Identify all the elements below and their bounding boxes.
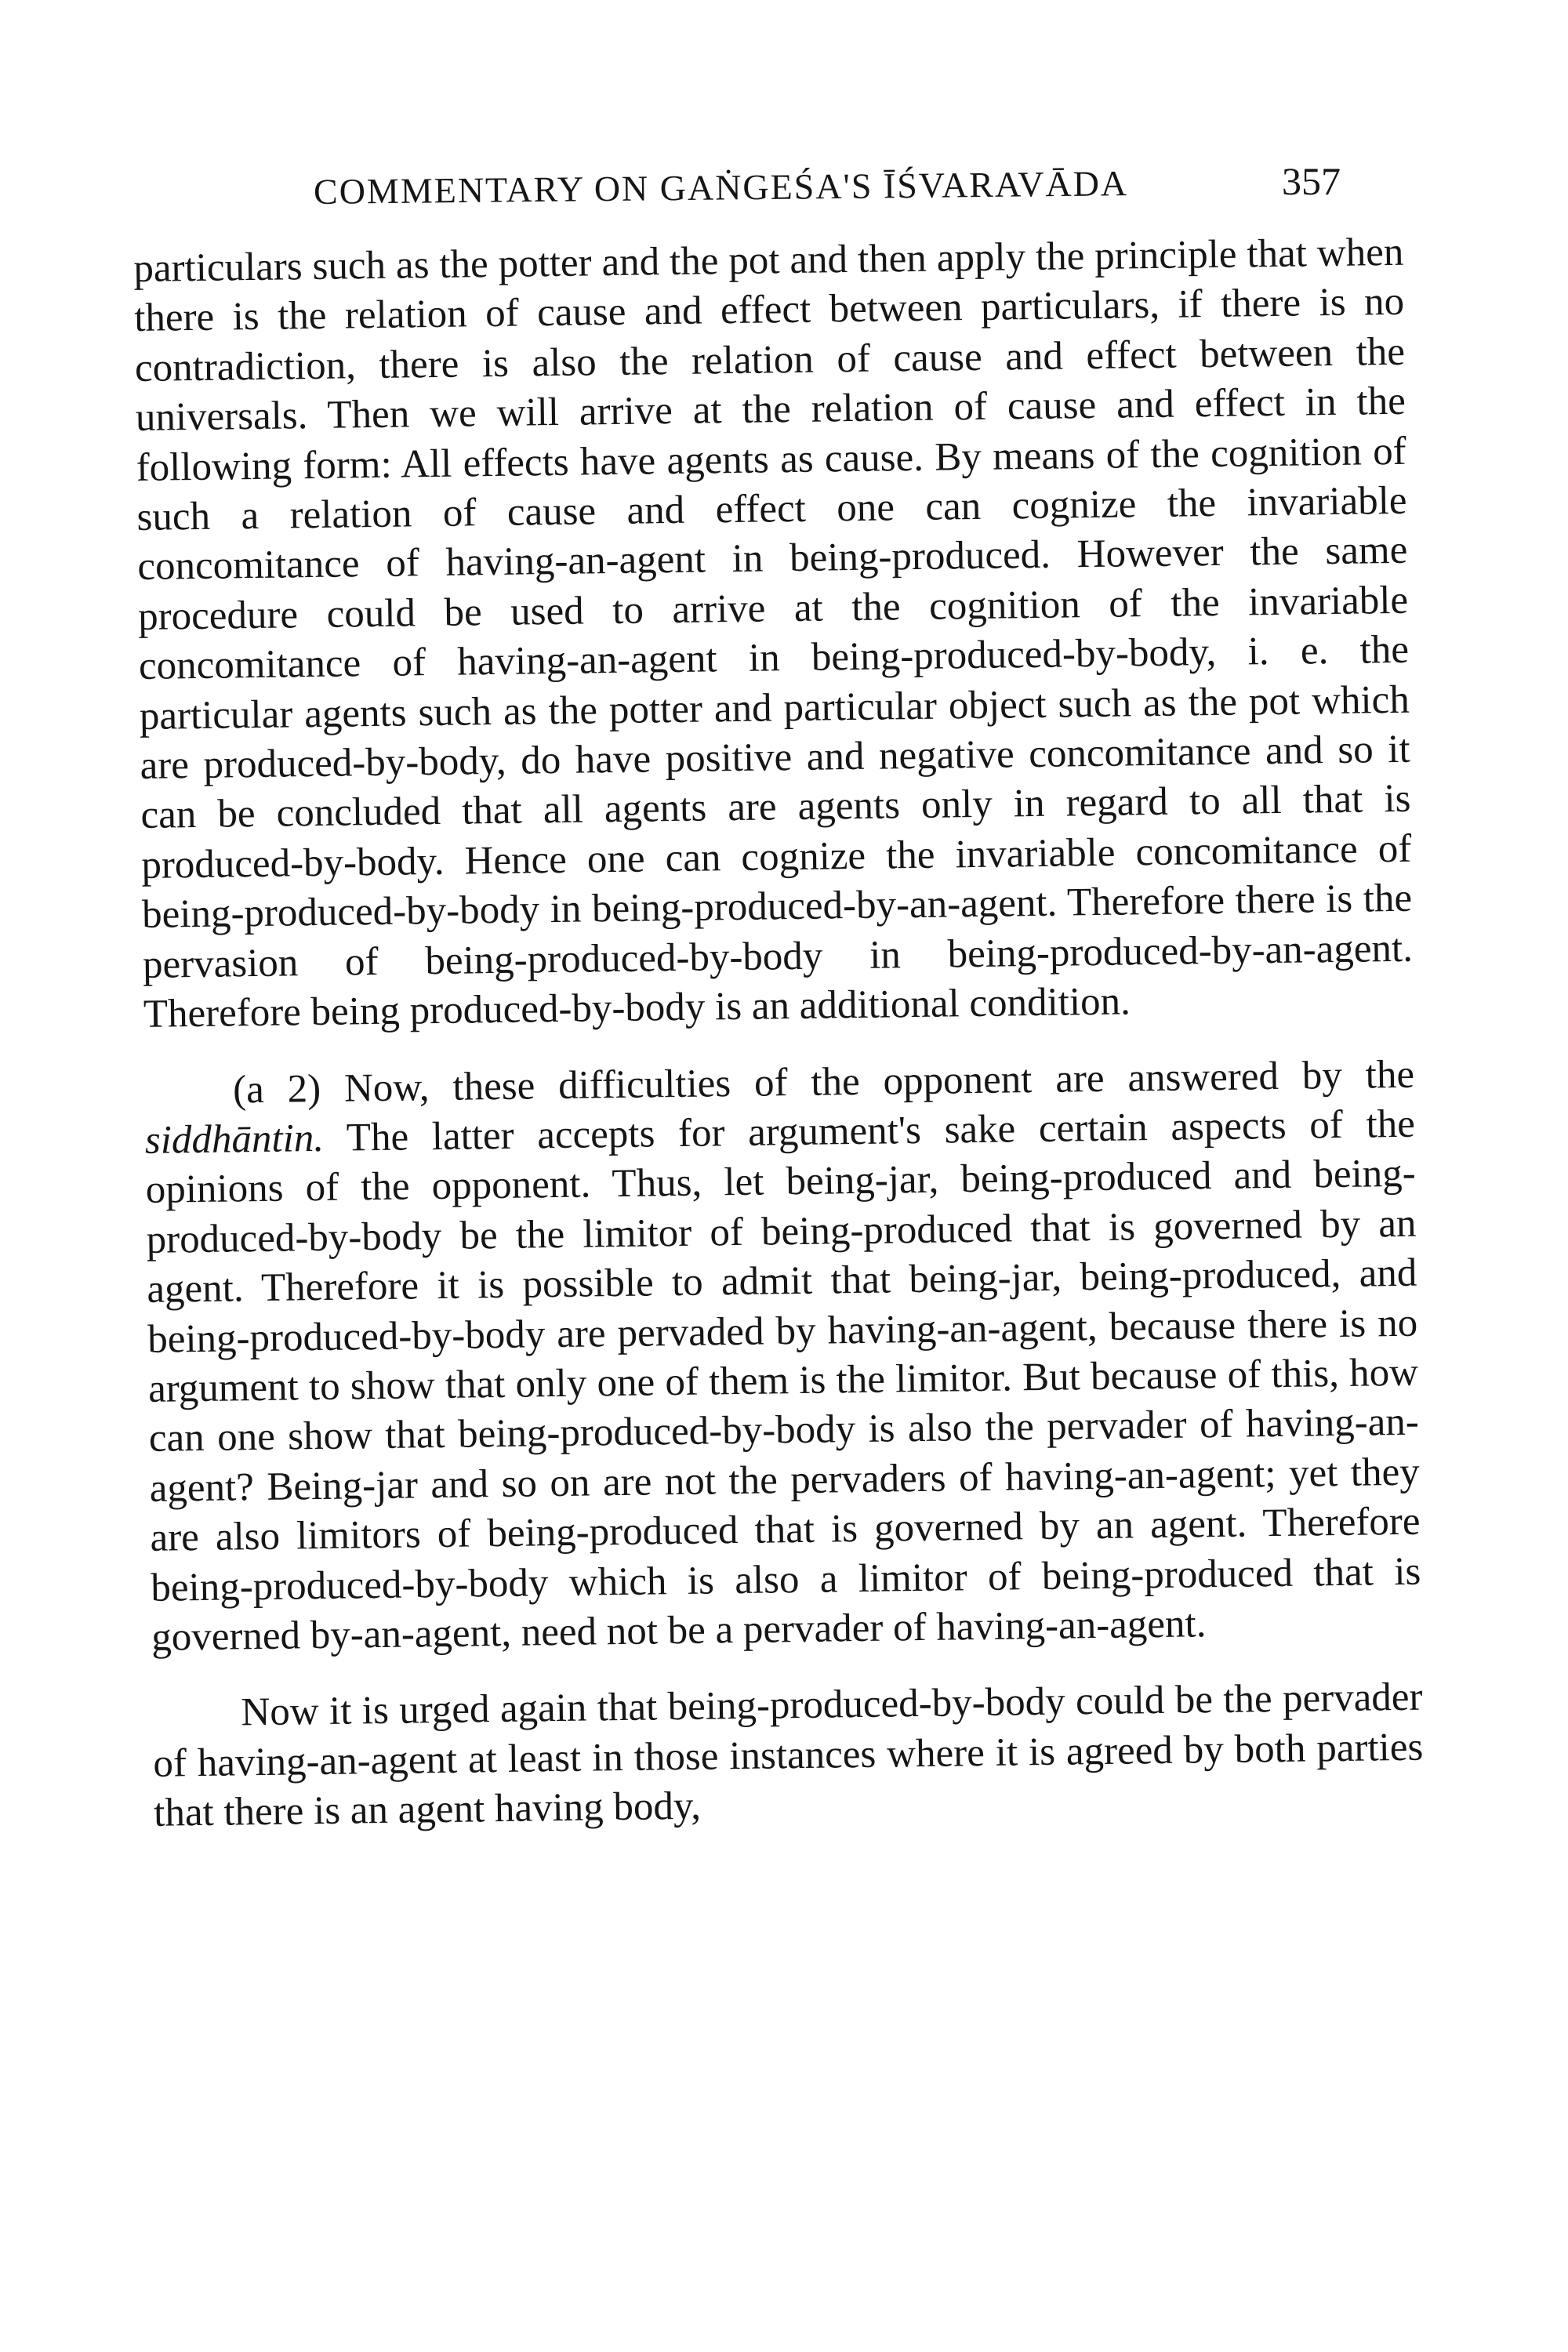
siddhantin-term: siddhāntin. bbox=[144, 1116, 325, 1163]
paragraph-2 bbox=[144, 1050, 1422, 1663]
running-title: COMMENTARY ON GAṄGEŚA'S ĪŚVARAVĀDA bbox=[313, 163, 1129, 212]
paragraph-3: Now it is urged again that being-produced-by-body could be the pervader of having-an-agent at least in those instances where it is agreed by both parties that there is an agent having body, bbox=[152, 1675, 1424, 1836]
paragraph-2-rest: The latter accepts for argument's sake certain aspects of the opinions of the opponent. Thus, let being-jar, being-produced and being-produced-by-body be the limitor of being-produced that is governed by an agent. Therefore it is possible to admit that being-jar, being-produced, and being-produced-by-body are pervaded by having-an-agent, because there is no argument to show that only one of them is the limitor. But because of this, how can one show that being-produced-by-body is also the pervader of having-an-agent? Being-jar and so on are not the pervaders of having-an-agent; yet they are also limitors of being-produced that is governed by an agent. Therefore being-produced-by-body which is also a limitor of being-produced that is governed by-an-agent, need not be a pervader of having-an-agent. bbox=[145, 1102, 1421, 1660]
paragraph-1: particulars such as the potter and the pot and then apply the principle that when there is the relation of cause and effect between particulars, if there is no contradiction, there is also the relation of cause and effect between the universals. Then we will arrive at the relation of cause and effect in the following form: All effects have agents as cause. By means of the cognition of such a relation of cause and effect one can cognize the invariable concomitance of having-an-agent in being-produced. However the same procedure could be used to arrive at the cognition of the invariable concomitance of having-an-agent in being-produced-by-body, i. e. the particular agents such as the potter and particular object such as the pot which are produced-by-body, do have positive and negative concomitance and so it can be concluded that all agents are agents only in regard to all that is produced-by-body. Hence one can cognize the invariable concomitance of being-produced-by-body in being-produced-by-an-agent. Therefore there is the pervasion of being-produced-by-body in being-produced-by-an-agent. Therefore being produced-by-body is an additional condition. bbox=[133, 230, 1414, 1037]
page-number: 357 bbox=[1282, 159, 1341, 203]
running-head bbox=[133, 154, 1388, 216]
body-text bbox=[133, 228, 1424, 1839]
paragraph-2-start: (a 2) Now, these difficulties of the opponent are answered by the bbox=[232, 1052, 1415, 1112]
